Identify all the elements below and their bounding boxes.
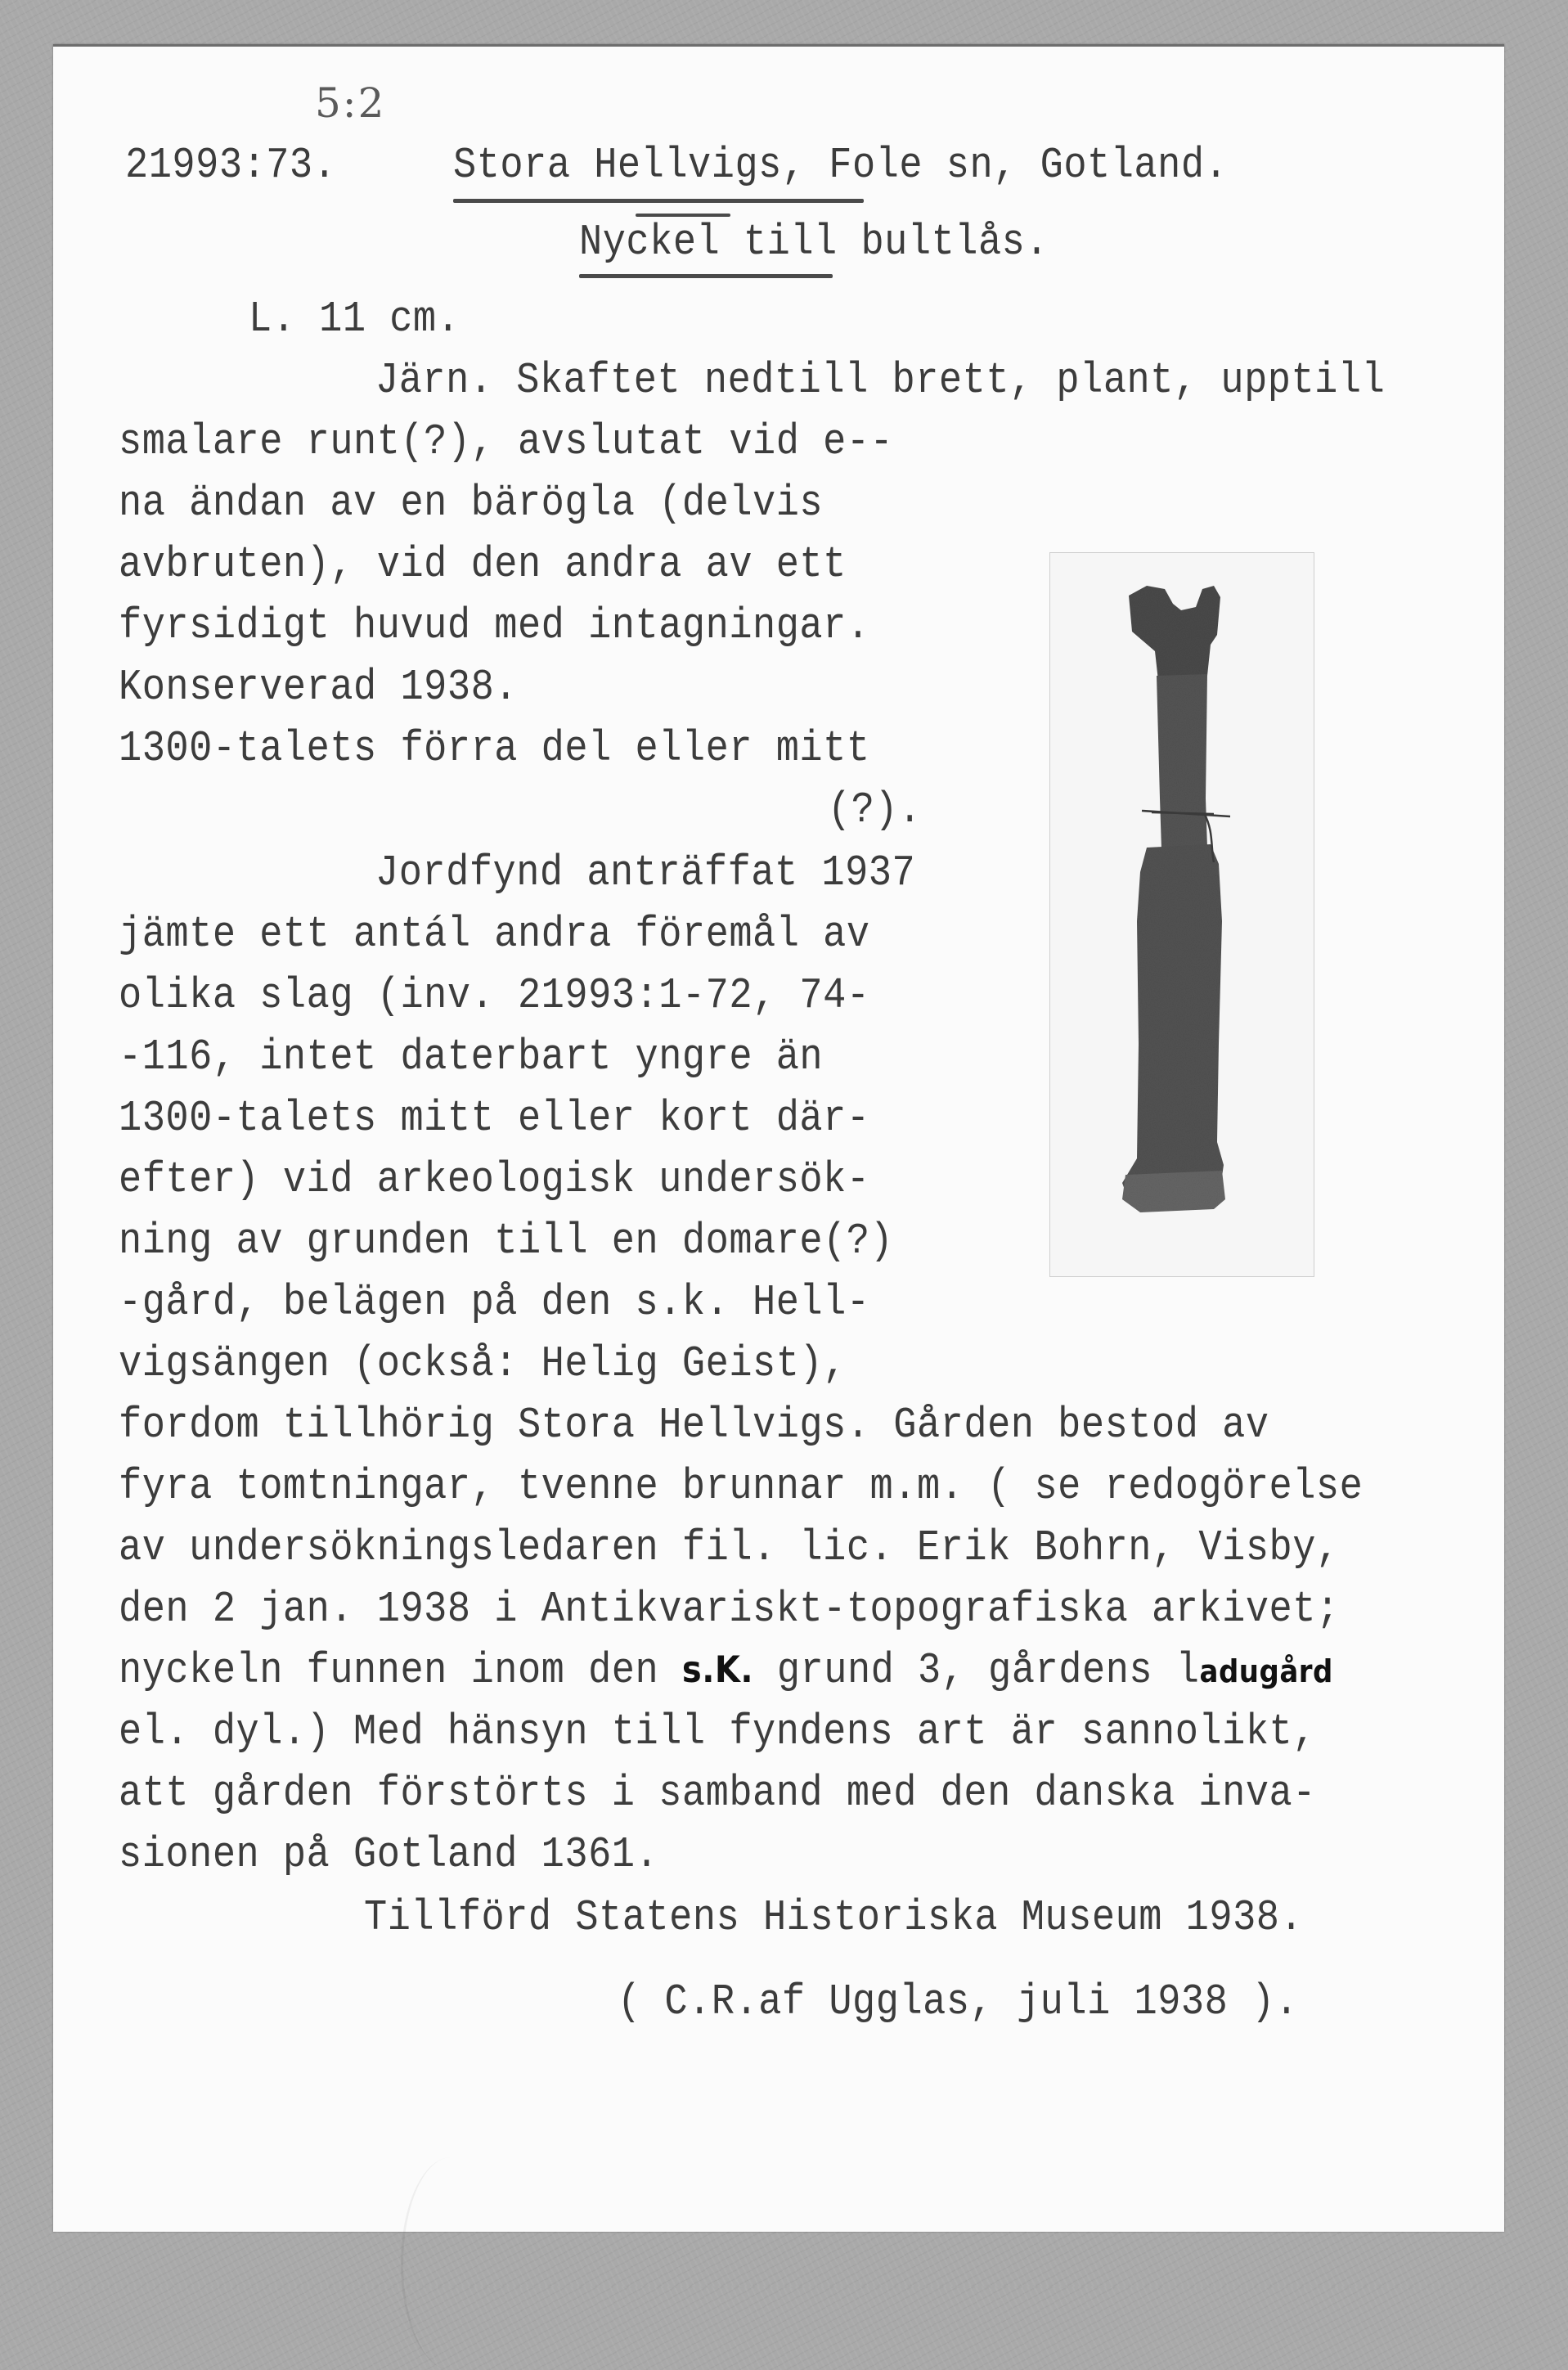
iron-key-image bbox=[1050, 553, 1314, 1276]
body-line: -116, intet daterbart yngre än bbox=[119, 1033, 824, 1082]
body-line: fyra tomtningar, tvenne brunnar m.m. ( se redogörelse bbox=[119, 1463, 1364, 1512]
key-blade bbox=[1122, 844, 1224, 1207]
body-line: ning av grunden till en domare(?) bbox=[119, 1217, 894, 1266]
object-title-underline bbox=[579, 274, 833, 278]
key-bit-head bbox=[1129, 586, 1220, 686]
body-line: sionen på Gotland 1361. bbox=[119, 1831, 659, 1880]
key-blade-end bbox=[1122, 1171, 1225, 1212]
handwritten-correction: s.K. bbox=[681, 1648, 754, 1692]
body-line: Järn. Skaftet nedtill brett, plant, upptill bbox=[375, 357, 1386, 406]
body-line: den 2 jan. 1938 i Antikvariskt-topografiska arkivet; bbox=[119, 1585, 1340, 1635]
paper-crease bbox=[401, 2157, 501, 2370]
object-photograph bbox=[1049, 552, 1314, 1277]
body-line: el. dyl.) Med hänsyn till fyndens art är sannolikt, bbox=[119, 1708, 1316, 1757]
inventory-number: 21993:73. bbox=[125, 142, 337, 191]
body-line: vigsängen (också: Helig Geist), bbox=[119, 1340, 847, 1389]
acquisition-note: Tillförd Statens Historiska Museum 1938. bbox=[364, 1894, 1304, 1943]
body-line: -gård, belägen på den s.k. Hell- bbox=[119, 1279, 870, 1328]
body-line: (?). bbox=[828, 786, 922, 835]
body-line: fyrsidigt huvud med intagningar. bbox=[119, 602, 870, 651]
body-line: jämte ett antál andra föremål av bbox=[119, 911, 870, 960]
object-title: Nyckel till bultlås. bbox=[579, 218, 1049, 268]
handwritten-correction: adugård bbox=[1199, 1653, 1333, 1691]
body-line: avbruten), vid den andra av ett bbox=[119, 541, 847, 590]
separator-dash bbox=[636, 214, 730, 217]
body-line: smalare runt(?), avslutat vid e-- bbox=[119, 418, 894, 467]
body-line: Konserverad 1938. bbox=[119, 663, 518, 713]
body-line-with-annotations bbox=[119, 1647, 1333, 1696]
body-line: Jordfynd anträffat 1937 bbox=[375, 849, 916, 898]
find-place-heading: Stora Hellvigs, Fole sn, Gotland. bbox=[453, 142, 1229, 191]
find-place-underline bbox=[453, 199, 864, 203]
typed-text: nyckeln funnen inom den bbox=[119, 1647, 682, 1696]
body-line: av undersökningsledaren fil. lic. Erik Bohrn, Visby, bbox=[119, 1524, 1340, 1573]
object-length: L. 11 cm. bbox=[249, 295, 461, 344]
catalogue-card bbox=[53, 44, 1504, 2232]
signature-line: ( C.R.af Ugglas, juli 1938 ). bbox=[618, 1978, 1299, 2027]
body-line: fordom tillhörig Stora Hellvigs. Gården bestod av bbox=[119, 1401, 1269, 1450]
shelf-mark: 5:2 bbox=[315, 79, 386, 127]
typed-text: grund 3, gårdens l bbox=[753, 1647, 1200, 1696]
key-shaft bbox=[1157, 674, 1207, 849]
body-line: 1300-talets förra del eller mitt bbox=[119, 725, 870, 774]
body-line: olika slag (inv. 21993:1-72, 74- bbox=[119, 972, 870, 1021]
body-line: efter) vid arkeologisk undersök- bbox=[119, 1156, 870, 1205]
body-line: att gården förstörts i samband med den danska inva- bbox=[119, 1770, 1316, 1819]
body-line: na ändan av en bärögla (delvis bbox=[119, 479, 824, 528]
body-line: 1300-talets mitt eller kort där- bbox=[119, 1095, 870, 1144]
